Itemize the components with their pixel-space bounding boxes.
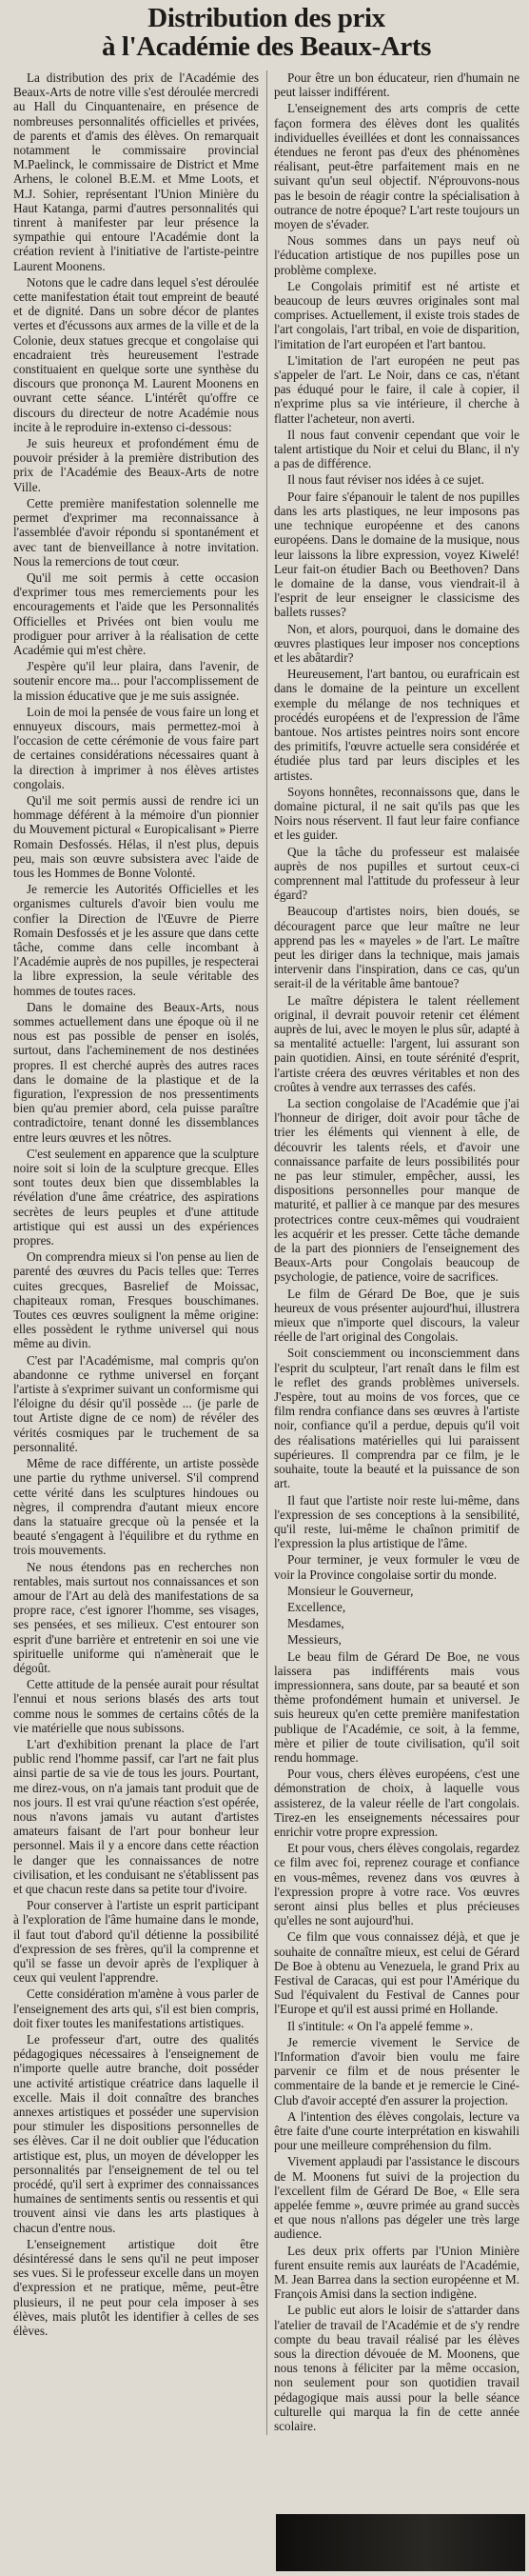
article-paragraph: Pour vous, chers élèves européens, c'est une démonstration de choix, à laquelle vous assisterez, de la valeur réelle de l'art congolais. Tirez-en les enseignements nécessaires pour enrichir votre propre expression. — [274, 1767, 519, 1839]
headline-line-1: Distribution des prix — [147, 3, 385, 33]
article-paragraph: Pour faire s'épanouir le talent de nos pupilles dans les arts plastiques, ne leur imposons pas une technique européenne et des canons européens. Dans le domaine de la musique, nous leur laissons la libre expression, voyez Kiwelé! Leur fait-on étudier Bach ou Beethoven? Dans le domaine de la danse, vous viendrait-il à l'esprit de leur enseigner le classicisme des ballets russes? — [274, 489, 519, 620]
article-paragraph: Je remercie vivement le Service de l'Information d'avoir bien voulu me faire parvenir ce film et de nous présenter le commentaire de la bande et je remercie le Ciné-Club d'avoir accepté d'en assurer la projection. — [274, 2034, 519, 2107]
article-paragraph: Il nous faut convenir cependant que voir le talent artistique du Noir et celui du Blanc, il n'y a pas de différence. — [274, 427, 519, 471]
article-paragraph: Loin de moi la pensée de vous faire un long et ennuyeux discours, mais permettez-moi à l'occasion de cette cérémonie de vous faire part de certaines considérations nécessaires quant à la direction à imprimer à nos élèves artistes congolais. — [13, 704, 259, 791]
article-paragraph: Que la tâche du professeur est malaisée auprès de nos pupilles et surtout ceux-ci comprennent mal l'attitude du professeur à leur égard? — [274, 844, 519, 903]
article-paragraph: L'art d'exhibition prenant la place de l'art public rend l'homme passif, car l'art ne fait plus ainsi partie de sa vie de tous les jours. Pourtant, me direz-vous, on n'a jamais tant produit que de nos jours. Il est vrai qu'une réaction s'est opérée, nous n'avons jamais vu autant d'artistes amateurs faisant de l'art pour bonheur leur personnel. Mais il y a encore dans cette réaction le danger que les connaissances de notre civilisation, et les conduisant ne s'établissent pas et que chacun reste dans sa petite tour d'ivoire. — [13, 1736, 259, 1896]
article-paragraph: Messieurs, — [287, 1632, 342, 1647]
article-paragraph: Notons que le cadre dans lequel s'est déroulée cette manifestation était tout empreint de beauté et de dignité. Dans un sobre décor de plantes vertes et d'écussons aux armes de la ville et de la Colonie, deux statues grecque et congolaise qui encadraient très heureusement l'estrade constituaient en quelque sorte une synthèse du discours que prononça M. Laurent Moonens en ouvrant cette séance. L'intérêt qu'offre ce discours du directeur de notre Académie nous incite à le reproduire in-extenso ci-dessous: — [13, 274, 259, 434]
article-paragraph: Cette attitude de la pensée aurait pour résultat l'ennui et nous serions blasés des arts tout comme nous le sommes de certains côtés de la vie matérielle que nous subissons. — [13, 1677, 259, 1735]
article-paragraph: Qu'il me soit permis à cette occasion d'exprimer tous mes remerciements pour les encouragements et l'aide que les Personnalités Officielles et Privées ont bien voulu me prodiguer pour arriver à la réalisation de cette Académie qui m'est chère. — [13, 569, 259, 657]
article-paragraph: Le film de Gérard De Boe, que je suis heureux de vous présenter aujourd'hui, illustrera mieux que n'importe quel discours, la valeur réelle de l'art original des Congolais. — [274, 1286, 519, 1345]
article-paragraph: Heureusement, l'art bantou, ou eurafricain est dans le domaine de la peinture un excellent exemple du mélange de nos techniques et procédés européens et de l'expression de l'âme bantoue. Nos artistes peintres noirs sont encore des primitifs, l'œuvre actuelle sera considérée et étudiée plus tard par leurs disciples et les artistes. — [274, 667, 519, 783]
article-paragraph: Je suis heureux et profondément ému de pouvoir présider à la première distribution des prix de l'Académie des Beaux-Arts de notre Ville. — [13, 436, 259, 494]
article-paragraph: Soyons honnêtes, reconnaissons que, dans le domaine pictural, il ne sait qu'ils pas que les Noirs nous réservent. Il faut leur faire confiance et les guider. — [274, 784, 519, 843]
article-paragraph: Il nous faut réviser nos idées à ce sujet. — [287, 472, 484, 488]
article-paragraph: Cette première manifestation solennelle me permet d'exprimer ma reconnaissance à l'assemblée d'avoir répondu si spontanément et avec tant de bienveillance à notre invitation. Nous la remercions de tout cœur. — [13, 495, 259, 569]
headline-line-2: à l'Académie des Beaux-Arts — [101, 31, 431, 62]
article-paragraph: C'est par l'Académisme, mal compris qu'on abandonne ce rythme universel en forçant l'artiste à s'exprimer suivant un conformisme qui l'éloigne du désir qu'il possède ... (je parle de tout Artiste digne de ce nom) de révéler des vérités cosmiques par le truchement de sa personnalité. — [13, 1352, 259, 1454]
photo-strip — [276, 2514, 525, 2571]
column-divider — [266, 70, 267, 2435]
left-column — [13, 70, 259, 2435]
article-paragraph: Excellence, — [287, 1599, 346, 1614]
right-column — [274, 70, 519, 2435]
article-paragraph: Beaucoup d'artistes noirs, bien doués, se découragent parce que leur maître ne leur apprend pas les « mayeles » de l'art. Le maître peut les diriger dans la technique, mais jamais intervenir dans l'inspiration, dans ce cas, qu'un serait-il de la véritable âme bantoue? — [274, 904, 519, 991]
article-paragraph: On comprendra mieux si l'on pense au lien de parenté des œuvres du Pacis telles que: Terres cuites grecques, Basrelief de Moissac, chapiteaux roman, Fresques bouschimanes. Toutes ces œuvres soulignent la même origine: elles possèdent le rythme universel qui nous même au divin. — [13, 1249, 259, 1351]
article-paragraph: Mesdames, — [287, 1616, 344, 1631]
article-paragraph: Et pour vous, chers élèves congolais, regardez ce film avec foi, reprenez courage et confiance en vous-mêmes, revenez dans vos œuvres à l'expression propre à votre race. Vos œuvres seront ainsi plus belles et plus précieuses qu'elles ne sont aujourd'hui. — [274, 1841, 519, 1928]
article-paragraph: Qu'il me soit permis aussi de rendre ici un hommage déférent à la mémoire d'un pionnier du Mouvement pictural « Europicalisant » Pierre Romain Desfossés. Hélas, il n'est plus, depuis peu, mais son œuvre subsistera avec l'aide de tous les Hommes de Bonne Volonté. — [13, 792, 259, 880]
article-paragraph: Non, et alors, pourquoi, dans le domaine des œuvres plastiques leur imposer nos conceptions et les abâtardir? — [274, 621, 519, 665]
article-paragraph: Les deux prix offerts par l'Union Minière furent ensuite remis aux lauréats de l'Académie, M. Jean Barrea dans la section européenne et M. François Amisi dans la section indigène. — [274, 2243, 519, 2302]
article-paragraph: Même de race différente, un artiste possède une partie du rythme universel. S'il comprend cette vérité dans les sculptures hindoues ou nègres, il comprendra d'autant mieux encore dans la statuaire grecque où la pensée et la beauté s'engagent à l'équilibre et du rythme en trois mouvements. — [13, 1456, 259, 1558]
article-paragraph: La distribution des prix de l'Académie des Beaux-Arts de notre ville s'est déroulée mercredi au Hall du Cinquantenaire, en présence de nombreuses personnalités officielles et privées, de parents et d'amis des élèves. On remarquait notamment le commissaire provincial M.Paelinck, le commissaire de District et Mme Arhens, le colonel B.E.M. et Mme Loots, et M.J. Sohier, représentant l'Union Minière du Haut Katanga, parmi d'autres personnalités qui tinrent à manifester par leur présence la sympathie qui entoure l'Académie dont la création revient à l'initiative de l'artiste-peintre Laurent Moonens. — [13, 70, 259, 273]
article-paragraph: Monsieur le Gouverneur, — [287, 1583, 414, 1598]
article-paragraph: Ne nous étendons pas en recherches non rentables, mais surtout nos connaissances et son amour de l'Art au delà des manifestations de sa propre race, c'est ignorer l'homme, ses visages, ses pensées, et ses milieux. C'est entourer son esprit d'une barrière et entretenir en soi une vie spirituelle uniforme qui n'amènerait que le dégoût. — [13, 1559, 259, 1675]
article-paragraph: Pour être un bon éducateur, rien d'humain ne peut laisser indifférent. — [274, 70, 519, 100]
article-paragraph: Je remercie les Autorités Officielles et les organismes culturels d'avoir bien voulu me confier la Direction de l'Œuvre de Pierre Romain Desfossés et je les assure que dans cette tâche, comme dans celle incombant à l'Académie auprès de nos pupilles, je respecterai la libre expression, la seule véritable des hommes de toutes races. — [13, 882, 259, 998]
article-paragraph: Le public eut alors le loisir de s'attarder dans l'atelier de travail de l'Académie et de s'y rendre compte du beau travail réalisé par les élèves sous la direction dévouée de M. Moonens, que nous tenons à féliciter par la même occasion, non seulement pour son quotidien travail pédagogique mais aussi pour la belle séance culturelle qui marqua la fin de cette année scolaire. — [274, 2303, 519, 2434]
article-paragraph: Nous sommes dans un pays neuf où l'éducation artistique de nos pupilles pose un problème complexe. — [274, 233, 519, 277]
article-paragraph: Pour conserver à l'artiste un esprit participant à l'exploration de l'âme humaine dans le monde, il faut tout d'abord qu'il détienne la possibilité d'expression de ses frères, qu'il la comprenne et qu'il se fasse un devoir après de l'expliquer à ceux qui veulent l'apprendre. — [13, 1898, 259, 1986]
article-paragraph: Le professeur d'art, outre des qualités pédagogiques nécessaires à l'enseignement de n'importe quelle autre branche, doit posséder une activité artistique créatrice dans laquelle il excelle. Mais il doit connaître des branches annexes artistiques et posséder une supervision pour stimuler les dispositions personnelles de ses élèves. Car il ne doit oublier que l'éducation artistique est, plus, un moyen de développer les personnalités par l'enseignement de tel ou tel procédé, qu'il sert à exprimer des connaissances humaines de sentiments sentis ou ressentis et qui trouvent ainsi vie dans les arts plastiques à chacun d'entre nous. — [13, 2032, 259, 2235]
article-paragraph: L'enseignement artistique doit être désintéressé dans le sens qu'il ne peut imposer ses vues. Si le professeur excelle dans un moyen d'expression et ne pratique, même, peut-être plusieurs, il ne peut pour cela imposer à ses élèves, mais plutôt les identifier à celles de ses élèves. — [13, 2236, 259, 2339]
article-paragraph: Soit consciemment ou inconsciemment dans l'esprit du sculpteur, l'art renaît dans le film est le reflet des grands problèmes universels. J'espère, tout au moins de vos forces, que ce film rendra confiance dans ses œuvres à l'artiste noir, confiance qu'il a perdue, depuis qu'il voit des réalisations matérielles qui lui paraissent supérieures. Il comprendra par ce film, je le souhaite, toute la beauté et la puissance de son art. — [274, 1346, 519, 1491]
article-paragraph: Pour terminer, je veux formuler le vœu de voir la Province congolaise sortir du monde. — [274, 1552, 519, 1582]
article-paragraph: La section congolaise de l'Académie que j'ai l'honneur de diriger, doit avoir pour tâche de trier les éléments qui viennent à elle, de découvrir les talents réels, et d'avoir une connaissance parfaite de leurs possibilités pour ne pas leur stimuler, empêcher, aussi, les dispositions personnelles pour manque de maturité, et pallier à ce manque par des mesures protectrices contre ceux-mêmes qui voudraient les acquérir et les presser. Cette tâche demande de la part des pionniers de l'enseignement des Beaux-Arts pour Congolais beaucoup de psychologie, de patience, voire de sacrifices. — [274, 1096, 519, 1285]
article-body — [13, 70, 519, 2435]
article-paragraph: Dans le domaine des Beaux-Arts, nous sommes actuellement dans une époque où il ne nous est pas possible de penser en isolés, surtout, dans l'acheminement de nos destinées propres. Il est cherché auprès des autres races dans le domaine de la plastique et de la figuration, l'expression de nos pressentiments bien qu'au premier abord, cela puisse paraître contradictoire, tenant donné les dissemblances entre leurs œuvres et les nôtres. — [13, 999, 259, 1145]
article-paragraph: Il faut que l'artiste noir reste lui-même, dans l'expression de ses conceptions à la sensibilité, qu'il reste, lui-même le chaînon primitif de l'expression la plus artistique de l'âme. — [274, 1492, 519, 1551]
article-paragraph: Le Congolais primitif est né artiste et beaucoup de leurs œuvres originales sont mal comprises. Actuellement, il existe trois stades de l'art congolais, l'art tribal, en voie de disparition, l'imitation de l'art européen et l'art bantou. — [274, 278, 519, 351]
article-paragraph: J'espère qu'il leur plaira, dans l'avenir, de soutenir encore ma... pour l'accomplissement de la mission éducative que je me suis assignée. — [13, 659, 259, 703]
article-headline — [13, 4, 519, 61]
article-paragraph: L'enseignement des arts compris de cette façon formera des élèves dont les qualités individuelles éveillées et dont les connaissances étendues ne feront pas d'eux des phénomènes réalisant, peut-être parfaitement mais en ne suivant qu'un seul objectif. N'éprouvons-nous pas le besoin de réagir contre la spécialisation à outrance de notre époque? L'art reste toujours un moyen de s'évader. — [274, 101, 519, 232]
article-paragraph: Ce film que vous connaissez déjà, et que je souhaite de connaître mieux, est celui de Gérard De Boe à obtenu au Venezuela, le grand Prix au Festival de Caracas, qui est pour l'Amérique du Sud l'équivalent du Festival de Cannes pour l'Europe et qu'il est aussi primé en Hollande. — [274, 1929, 519, 2017]
article-paragraph: Le beau film de Gérard De Boe, ne vous laissera pas indifférents mais vous impressionnera, sans doute, par sa beauté et son thème profondément humain et universel. Je suis heureux qu'en cette première manifestation publique de l'Académie, ce soit, à la femme, mère et pilier de toute civilisation, qu'il soit rendu hommage. — [274, 1648, 519, 1765]
article-paragraph: C'est seulement en apparence que la sculpture noire soit si loin de la sculpture grecque. Elles sont toutes deux bien que dissemblables la révélation d'une âme créatrice, des aspirations secrètes de leurs peuples et d'une attitude artistique qui est aussi un des expériences propres. — [13, 1146, 259, 1248]
article-paragraph: Cette considération m'amène à vous parler de l'enseignement des arts qui, s'il est bien compris, doit fixer toutes les manifestations artistiques. — [13, 1987, 259, 2030]
article-paragraph: Le maître dépistera le talent réellement original, il devrait pouvoir retenir cet élément auprès de lui, avec le moyen le plus sûr, adapté à sa mentalité actuelle: l'argent, lui assurant son pain quotidien. Ainsi, en toute sérénité d'esprit, l'artiste créera des œuvres véritables et non des croûtes à vendre aux terrasses des cafés. — [274, 992, 519, 1094]
article-paragraph: A l'intention des élèves congolais, lecture va être faite d'une courte interprétation en kiswahili pour une meilleure compréhension du film. — [274, 2108, 519, 2153]
article-paragraph: L'imitation de l'art européen ne peut pas s'appeler de l'art. Le Noir, dans ce cas, n'étant pas éduqué pour le faire, il cale à copier, il n'exprime plus sa vie intérieure, il cherche à flatter l'acheteur, non averti. — [274, 352, 519, 426]
article-paragraph: Vivement applaudi par l'assistance le discours de M. Moonens fut suivi de la projection du l'excellent film de Gérard De Boe, « Elle sera appelée femme », œuvre primée au grand succès et que nous n'allons pas dégeler une très large audience. — [274, 2154, 519, 2242]
article-paragraph: Il s'intitule: « On l'a appelé femme ». — [287, 2018, 474, 2033]
